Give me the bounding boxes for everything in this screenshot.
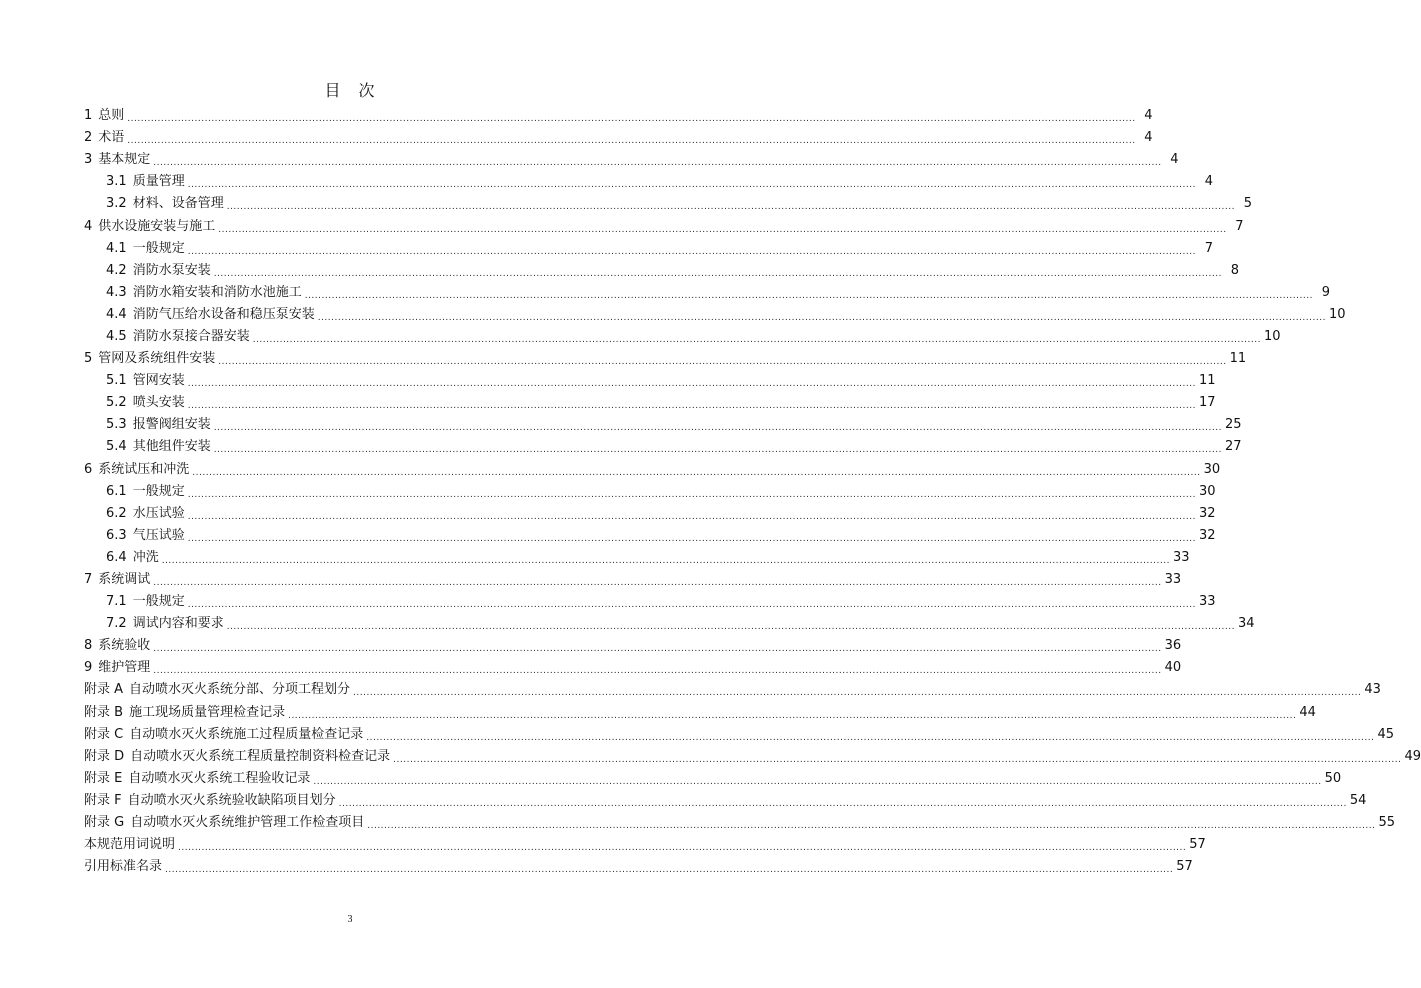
toc-entry[interactable] — [84, 149, 1179, 171]
toc-entry[interactable] — [84, 834, 1206, 856]
toc-entry-label: 消防水泵安装 — [132, 262, 211, 278]
toc-entry-label: 供水设施安装与施工 — [98, 218, 216, 234]
toc-entry-label: 自动喷水灭火系统工程质量控制资料检查记录 — [130, 748, 391, 764]
toc-entry-number: 7.1 — [106, 594, 127, 610]
toc-leader-dots: ............................................................................................................................................................................................................................................................................................................ — [367, 821, 1376, 832]
toc-entry[interactable] — [84, 768, 1342, 790]
toc-entry-label: 系统试压和冲洗 — [98, 461, 190, 477]
toc-entry-page: 55 — [1378, 815, 1396, 831]
toc-entry-page: 33 — [1172, 549, 1190, 565]
toc-entry[interactable] — [84, 436, 1242, 458]
toc-leader-dots: ............................................................................................................................................................................................................................................................................................................ — [353, 688, 1362, 699]
toc-entry[interactable] — [84, 812, 1396, 834]
toc-entry-label: 消防水泵接合器安装 — [132, 328, 250, 344]
toc-entry-number: 2 — [84, 130, 93, 146]
toc-entry-number: 1 — [84, 108, 93, 124]
toc-entry-number: 8 — [84, 638, 93, 654]
toc-entry[interactable] — [84, 127, 1153, 149]
toc-entry-page: 30 — [1198, 483, 1216, 499]
toc-leader-dots: ............................................................................................................................................................................................................................................................................................................ — [187, 600, 1196, 611]
toc-entry-number: 附录 C — [84, 726, 124, 742]
toc-entry-page: 32 — [1198, 527, 1216, 543]
toc-entry-page: 4 — [1170, 152, 1179, 168]
toc-leader-dots: ............................................................................................................................................................................................................................................................................................................ — [366, 732, 1375, 743]
toc-leader-dots: ............................................................................................................................................................................................................................................................................................................ — [213, 268, 1222, 279]
toc-leader-dots: ............................................................................................................................................................................................................................................................................................................ — [304, 290, 1313, 301]
toc-entry-label: 一般规定 — [132, 483, 185, 499]
toc-entry[interactable] — [84, 105, 1153, 127]
page-title: 目 次 — [324, 81, 376, 100]
toc-entry-number: 4.1 — [106, 240, 127, 256]
toc-entry-page: 49 — [1404, 748, 1421, 764]
toc-entry-page: 45 — [1377, 726, 1395, 742]
toc-entry-page: 27 — [1224, 439, 1242, 455]
toc-entry-label: 自动喷水灭火系统施工过程质量检查记录 — [129, 726, 364, 742]
toc-entry-label: 自动喷水灭火系统工程验收记录 — [128, 770, 311, 786]
toc-leader-dots: ............................................................................................................................................................................................................................................................................................................ — [127, 114, 1136, 125]
toc-entry-number: 5.3 — [106, 417, 127, 433]
toc-entry-page: 33 — [1164, 572, 1182, 588]
toc-entry-label: 本规范用词说明 — [84, 837, 176, 853]
toc-entry-label: 喷头安装 — [132, 395, 185, 411]
toc-entry[interactable] — [84, 481, 1216, 503]
toc-entry-page: 25 — [1224, 417, 1242, 433]
toc-entry-number: 5.1 — [106, 373, 127, 389]
toc-entry-label: 引用标准名录 — [84, 859, 163, 875]
toc-entry-label: 维护管理 — [98, 660, 151, 676]
toc-entry[interactable] — [84, 282, 1330, 304]
toc-entry-label: 一般规定 — [132, 594, 185, 610]
toc-entry-number: 9 — [84, 660, 93, 676]
toc-leader-dots: ............................................................................................................................................................................................................................................................................................................ — [252, 334, 1261, 345]
toc-leader-dots: ............................................................................................................................................................................................................................................................................................................ — [218, 224, 1227, 235]
toc-leader-dots: ............................................................................................................................................................................................................................................................................................................ — [127, 136, 1136, 147]
toc-entry-label: 材料、设备管理 — [132, 196, 224, 212]
toc-entry-label: 消防气压给水设备和稳压泵安装 — [132, 306, 315, 322]
toc-entry[interactable] — [84, 348, 1247, 370]
toc-entry-number: 4.2 — [106, 262, 127, 278]
toc-entry-label: 一般规定 — [132, 240, 185, 256]
toc-entry-page: 11 — [1229, 351, 1247, 367]
toc-entry-page: 4 — [1144, 108, 1153, 124]
toc-leader-dots: ............................................................................................................................................................................................................................................................................................................ — [213, 445, 1222, 456]
toc-entry-page: 34 — [1237, 616, 1255, 632]
toc-entry[interactable] — [84, 370, 1216, 392]
toc-entry-label: 施工现场质量管理检查记录 — [129, 704, 286, 720]
toc-leader-dots: ............................................................................................................................................................................................................................................................................................................ — [153, 578, 1162, 589]
toc-entry-label: 自动喷水灭火系统验收缺陷项目划分 — [127, 792, 336, 808]
toc-entry-page: 9 — [1321, 284, 1330, 300]
page-number: 3 — [347, 914, 353, 925]
toc-entry-page: 8 — [1230, 262, 1239, 278]
toc-entry-number: 7 — [84, 572, 93, 588]
toc-entry-label: 自动喷水灭火系统分部、分项工程划分 — [129, 682, 351, 698]
toc-entry-label: 管网及系统组件安装 — [98, 351, 216, 367]
toc-entry-label: 消防水箱安装和消防水池施工 — [132, 284, 302, 300]
toc-entry-label: 术语 — [98, 130, 125, 146]
toc-entry-page: 10 — [1263, 328, 1281, 344]
toc-entry[interactable] — [84, 392, 1216, 414]
toc-entry[interactable] — [84, 547, 1190, 569]
toc-entry[interactable] — [84, 746, 1421, 768]
toc-entry-page: 36 — [1164, 638, 1182, 654]
toc-entry-label: 质量管理 — [132, 174, 185, 190]
toc-entry-page: 7 — [1204, 240, 1213, 256]
toc-entry[interactable] — [84, 326, 1281, 348]
toc-entry-label: 气压试验 — [132, 527, 185, 543]
toc-entry[interactable] — [84, 171, 1213, 193]
toc-entry-page: 33 — [1198, 594, 1216, 610]
toc-entry-page: 44 — [1299, 704, 1316, 720]
toc-entry[interactable] — [84, 569, 1182, 591]
toc-entry-label: 管网安装 — [132, 373, 185, 389]
toc-entry[interactable] — [84, 260, 1239, 282]
toc-entry-label: 报警阀组安装 — [132, 417, 211, 433]
toc-entry-label: 系统验收 — [98, 638, 151, 654]
toc-entry[interactable] — [84, 635, 1182, 657]
toc-entry-number: 6.4 — [106, 549, 127, 565]
toc-entry[interactable] — [84, 702, 1316, 724]
toc-leader-dots: ............................................................................................................................................................................................................................................................................................................ — [187, 180, 1196, 191]
toc-entry[interactable] — [84, 613, 1255, 635]
toc-entry-page: 30 — [1203, 461, 1221, 477]
toc-entry-number: 5.2 — [106, 395, 127, 411]
toc-entry-label: 总则 — [98, 108, 125, 124]
toc-entry-label: 其他组件安装 — [132, 439, 211, 455]
toc-entry-page: 50 — [1324, 770, 1342, 786]
toc-entry-page: 5 — [1243, 196, 1252, 212]
toc-entry-label: 自动喷水灭火系统维护管理工作检查项目 — [130, 815, 365, 831]
toc-leader-dots: ............................................................................................................................................................................................................................................................................................................ — [393, 754, 1402, 765]
toc-entry-number: 5.4 — [106, 439, 127, 455]
toc-leader-dots: ............................................................................................................................................................................................................................................................................................................ — [187, 489, 1196, 500]
toc-entry-number: 7.2 — [106, 616, 127, 632]
toc-entry[interactable] — [84, 724, 1395, 746]
table-of-contents — [84, 105, 1421, 878]
toc-entry[interactable] — [84, 525, 1216, 547]
toc-leader-dots: ............................................................................................................................................................................................................................................................................................................ — [178, 843, 1187, 854]
toc-leader-dots: ............................................................................................................................................................................................................................................................................................................ — [187, 379, 1196, 390]
toc-entry[interactable] — [84, 215, 1244, 237]
toc-entry-number: 6.2 — [106, 505, 127, 521]
toc-entry[interactable] — [84, 679, 1381, 701]
toc-entry-page: 10 — [1328, 306, 1346, 322]
toc-entry-label: 冲洗 — [132, 549, 159, 565]
toc-entry-page: 43 — [1364, 682, 1381, 698]
toc-entry-number: 附录 G — [84, 815, 125, 831]
toc-entry-page: 7 — [1235, 218, 1244, 234]
toc-entry-number: 3.2 — [106, 196, 127, 212]
toc-entry-number: 附录 E — [84, 770, 123, 786]
toc-entry-page: 54 — [1349, 792, 1367, 808]
toc-leader-dots: ............................................................................................................................................................................................................................................................................................................ — [226, 622, 1235, 633]
toc-entry[interactable] — [84, 193, 1252, 215]
toc-leader-dots: ............................................................................................................................................................................................................................................................................................................ — [187, 246, 1196, 257]
toc-entry-number: 5 — [84, 351, 93, 367]
toc-leader-dots: ............................................................................................................................................................................................................................................................................................................ — [161, 555, 1170, 566]
toc-leader-dots: ............................................................................................................................................................................................................................................................................................................ — [317, 312, 1326, 323]
toc-leader-dots: ............................................................................................................................................................................................................................................................................................................ — [218, 357, 1227, 368]
toc-leader-dots: ............................................................................................................................................................................................................................................................................................................ — [165, 865, 1174, 876]
toc-entry-number: 4.4 — [106, 306, 127, 322]
toc-leader-dots: ............................................................................................................................................................................................................................................................................................................ — [313, 776, 1322, 787]
toc-leader-dots: ............................................................................................................................................................................................................................................................................................................ — [226, 202, 1235, 213]
toc-entry[interactable] — [84, 503, 1216, 525]
toc-entry[interactable] — [84, 414, 1242, 436]
toc-entry-label: 水压试验 — [132, 505, 185, 521]
toc-entry[interactable] — [84, 238, 1213, 260]
toc-entry[interactable] — [84, 304, 1346, 326]
toc-entry-number: 3.1 — [106, 174, 127, 190]
toc-entry-label: 调试内容和要求 — [132, 616, 224, 632]
toc-entry-number: 6.1 — [106, 483, 127, 499]
toc-entry[interactable] — [84, 790, 1367, 812]
toc-leader-dots: ............................................................................................................................................................................................................................................................................................................ — [153, 644, 1162, 655]
toc-entry-number: 4.5 — [106, 328, 127, 344]
toc-leader-dots: ............................................................................................................................................................................................................................................................................................................ — [187, 533, 1196, 544]
toc-entry-page: 57 — [1176, 859, 1193, 875]
toc-leader-dots: ............................................................................................................................................................................................................................................................................................................ — [187, 511, 1196, 522]
toc-entry-number: 附录 F — [84, 792, 122, 808]
toc-entry-number: 3 — [84, 152, 93, 168]
toc-entry[interactable] — [84, 856, 1193, 878]
toc-entry-page: 40 — [1164, 660, 1182, 676]
toc-entry[interactable] — [84, 591, 1216, 613]
toc-leader-dots: ............................................................................................................................................................................................................................................................................................................ — [153, 158, 1162, 169]
toc-entry-page: 32 — [1198, 505, 1216, 521]
toc-entry-number: 6 — [84, 461, 93, 477]
toc-entry-number: 附录 A — [84, 682, 124, 698]
toc-entry-label: 基本规定 — [98, 152, 151, 168]
toc-entry-page: 4 — [1144, 130, 1153, 146]
toc-entry-number: 6.3 — [106, 527, 127, 543]
toc-entry-page: 11 — [1198, 373, 1216, 389]
toc-leader-dots: ............................................................................................................................................................................................................................................................................................................ — [192, 467, 1201, 478]
toc-entry-number: 附录 B — [84, 704, 124, 720]
toc-entry-page: 17 — [1198, 395, 1216, 411]
toc-entry-number: 附录 D — [84, 748, 125, 764]
toc-leader-dots: ............................................................................................................................................................................................................................................................................................................ — [288, 710, 1297, 721]
toc-entry-number: 4.3 — [106, 284, 127, 300]
toc-entry-page: 4 — [1204, 174, 1213, 190]
toc-entry[interactable] — [84, 657, 1182, 679]
toc-entry-number: 4 — [84, 218, 93, 234]
toc-leader-dots: ............................................................................................................................................................................................................................................................................................................ — [153, 666, 1162, 677]
toc-leader-dots: ............................................................................................................................................................................................................................................................................................................ — [338, 798, 1347, 809]
toc-entry[interactable] — [84, 459, 1221, 481]
toc-entry-label: 系统调试 — [98, 572, 151, 588]
toc-leader-dots: ............................................................................................................................................................................................................................................................................................................ — [187, 401, 1196, 412]
toc-entry-page: 57 — [1189, 837, 1206, 853]
toc-leader-dots: ............................................................................................................................................................................................................................................................................................................ — [213, 423, 1222, 434]
